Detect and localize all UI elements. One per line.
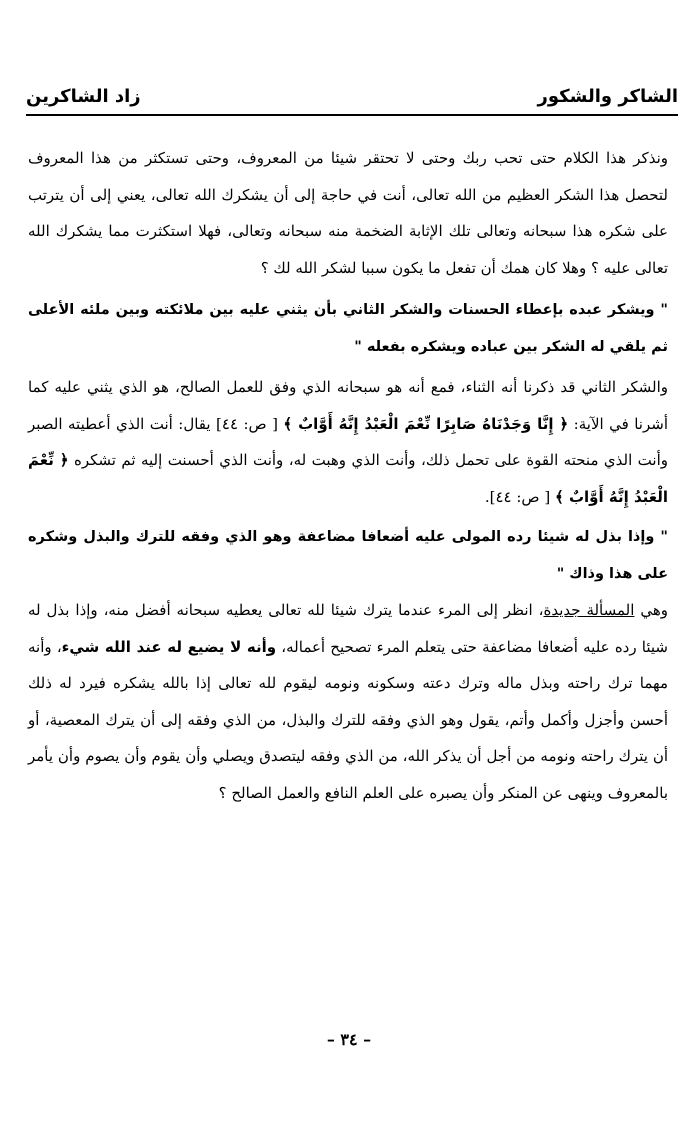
quran-verse-1: ﴿ إِنَّا وَجَدْنَاهُ صَابِرًا نِّعْمَ الْعَبْدُ إِنَّهُ أَوَّابٌ ﴾: [283, 414, 569, 433]
paragraph-3-text-2: ، انظر إلى المرء عندما يترك شيئا لله تعالى يعطيه سبحانه أفضل منه، وإذا بذل له شيئا رده عليه أضعافا مضاعفة حتى يتعلم المرء تصحيح أعماله،: [28, 601, 668, 656]
paragraph-2-text-1: والشكر الثاني قد ذكرنا أنه الثناء، فمع أنه هو سبحانه الذي وفق للعمل الصالح، هو الذي يثني عليه كما أشرنا في الآية:: [28, 378, 668, 433]
verse-reference-1: [ ص: ٤٤]: [210, 414, 284, 433]
bold-phrase: وأنه لا يضيع له عند الله شيء: [61, 637, 277, 656]
paragraph-2-text-2: يقال: أنت الذي أعطيته الصبر وأنت الذي منحته القوة على تحمل ذلك، وأنت الذي وهبت له، وأنت الذي أحسنت إليه ثم تشكره: [28, 414, 668, 469]
verse-reference-2: [ ص: ٤٤].: [484, 487, 555, 506]
quote-1: " ويشكر عبده بإعطاء الحسنات والشكر الثاني بأن يثني عليه بين ملائكته وبين ملئه الأعلى ثم يلقي له الشكر بين عباده ويشكره بفعله ": [28, 302, 668, 355]
page-number: – ٣٤ –: [326, 1030, 372, 1049]
paragraph-3: [28, 592, 668, 811]
chapter-title: الشاكر والشكور: [537, 86, 678, 107]
book-title: زاد الشاكرين: [26, 86, 141, 107]
header-divider: [26, 114, 678, 116]
paragraph-3-text-3: ، وأنه مهما ترك راحته وبذل ماله وترك دعته وسكونه ونومه ليقوم لله تعالى إذا بالله يشكره فيرد له ذلك أحسن وأجزل وأكمل وأتم، يقول وهو الذي وفقه للترك والبذل، من الذي وفقه إلى أن يترك المعصية، أو أن يترك راحته ونومه من أجل أن يذكر الله، من الذي وفقه ليتصدق ويصلي وأن يقوم وأن يصوم وأن يأمر بالمعروف وينهى عن المنكر وأن يصبره على العلم النافع والعمل الصالح ؟: [28, 637, 668, 802]
paragraph-2: [28, 369, 668, 515]
underlined-phrase: المسألة جديدة: [543, 601, 635, 619]
paragraph-3-text-1: وهي: [634, 601, 668, 619]
quote-2: " وإذا بذل له شيئا رده المولى عليه أضعافا مضاعفة وهو الذي وفقه للترك والبذل وشكره على هذا وذاك ": [28, 529, 668, 582]
page-header: [26, 86, 678, 112]
paragraph-1: ونذكر هذا الكلام حتى تحب ربك وحتى لا تحتقر شيئا من المعروف، وحتى تستكثر من هذا المعروف لتحصل هذا الشكر العظيم من الله تعالى، أنت في حاجة إلى أن يشكرك الله تعالى، يعني إلى أن يترتب على شكره هذا سبحانه وتعالى تلك الإثابة الضخمة منه سبحانه وتعالى، فهلا استكثرت مما يشكرك الله تعالى عليه ؟ وهلا كان همك أن تفعل ما يكون سببا لشكر الله لك ؟: [28, 149, 668, 277]
quran-verse-2: ﴿ نِّعْمَ الْعَبْدُ إِنَّهُ أَوَّابٌ ﴾: [28, 451, 668, 506]
page-body: [28, 140, 668, 811]
